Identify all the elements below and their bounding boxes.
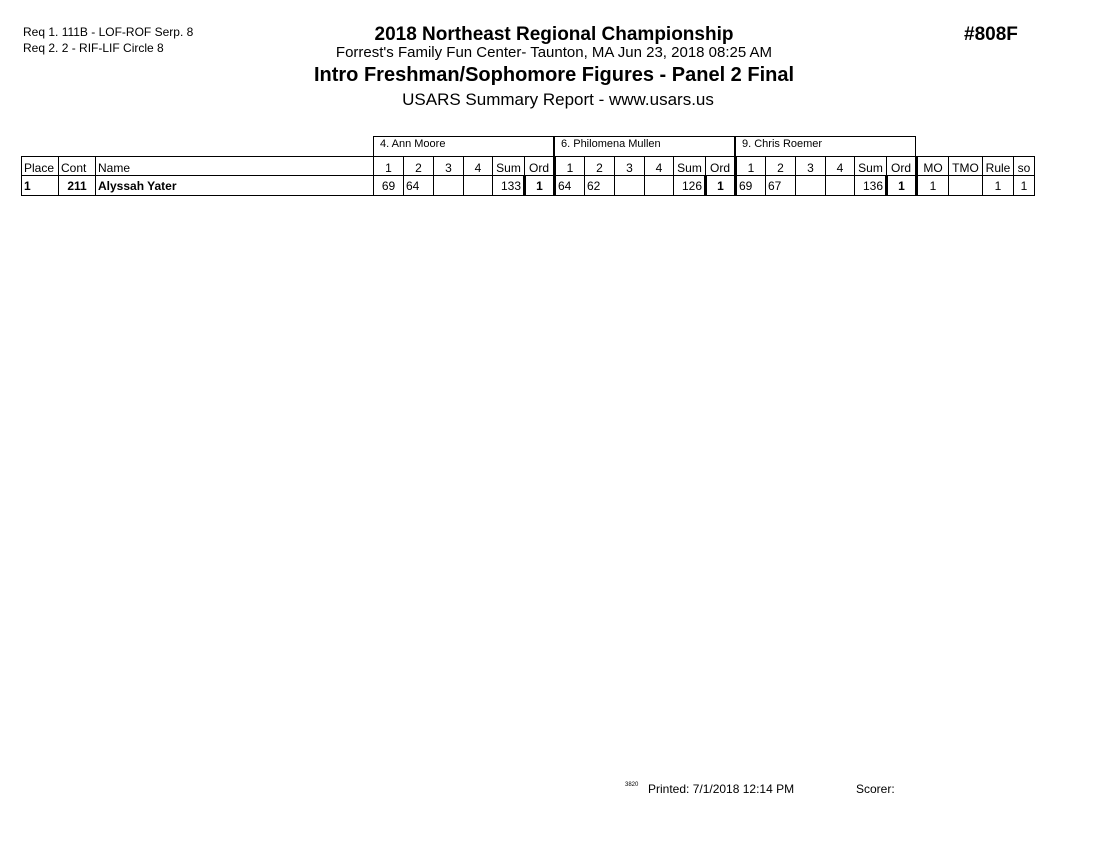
- footer-code: 3820: [625, 782, 639, 788]
- col-judge2-sum: Sum: [674, 157, 706, 176]
- cell-tmo: [949, 176, 983, 196]
- table-header-row: [22, 157, 1035, 176]
- col-place: Place: [22, 157, 59, 176]
- requirement-2: Req 2. 2 - RIF-LIF Circle 8: [23, 41, 164, 55]
- judge-header-2: 6. Philomena Mullen: [554, 136, 735, 156]
- judge-header-3: 9. Chris Roemer: [735, 136, 916, 156]
- judge-header-1: 4. Ann Moore: [373, 136, 554, 156]
- col-judge2-score2: 2: [585, 157, 615, 176]
- cell-mo: 1: [917, 176, 949, 196]
- col-mo: MO: [917, 157, 949, 176]
- col-tmo: TMO: [949, 157, 983, 176]
- event-code: #808F: [964, 24, 1018, 45]
- col-name: Name: [96, 157, 374, 176]
- page-title: 2018 Northeast Regional Championship: [374, 24, 734, 45]
- col-judge3-score1: 1: [736, 157, 766, 176]
- col-judge3-ord: Ord: [887, 157, 917, 176]
- venue-line: Forrest's Family Fun Center- Taunton, MA Jun 23, 2018 08:25 AM: [335, 44, 773, 61]
- col-so: so: [1014, 157, 1035, 176]
- col-cont: Cont: [59, 157, 96, 176]
- cell-judge1-ord: 1: [525, 176, 555, 196]
- cell-judge1-score2: 64: [404, 176, 434, 196]
- cell-judge3-ord: 1: [887, 176, 917, 196]
- cell-rule: 1: [983, 176, 1014, 196]
- cell-place: 1: [22, 176, 59, 196]
- col-judge1-score1: 1: [374, 157, 404, 176]
- col-judge1-ord: Ord: [525, 157, 555, 176]
- col-rule: Rule: [983, 157, 1014, 176]
- col-judge3-score4: 4: [826, 157, 855, 176]
- cell-judge2-score3: [615, 176, 645, 196]
- cell-judge3-sum: 136: [855, 176, 887, 196]
- cell-judge3-score2: 67: [766, 176, 796, 196]
- cell-judge3-score4: [826, 176, 855, 196]
- cell-judge3-score1: 69: [736, 176, 766, 196]
- cell-judge1-score4: [464, 176, 493, 196]
- col-judge3-sum: Sum: [855, 157, 887, 176]
- col-judge1-score2: 2: [404, 157, 434, 176]
- cell-cont: 211: [59, 176, 96, 196]
- col-judge1-score3: 3: [434, 157, 464, 176]
- table-row: [22, 176, 1035, 196]
- cell-judge2-ord: 1: [706, 176, 736, 196]
- col-judge3-score3: 3: [796, 157, 826, 176]
- report-subtitle: USARS Summary Report - www.usars.us: [402, 90, 714, 109]
- col-judge2-score3: 3: [615, 157, 645, 176]
- col-judge2-score4: 4: [645, 157, 674, 176]
- cell-judge2-sum: 126: [674, 176, 706, 196]
- cell-judge1-score1: 69: [374, 176, 404, 196]
- printed-timestamp: Printed: 7/1/2018 12:14 PM: [648, 782, 795, 796]
- cell-so: 1: [1014, 176, 1035, 196]
- cell-judge2-score4: [645, 176, 674, 196]
- event-title: Intro Freshman/Sophomore Figures - Panel 2 Final: [313, 64, 795, 86]
- col-judge1-score4: 4: [464, 157, 493, 176]
- cell-judge1-score3: [434, 176, 464, 196]
- col-judge2-score1: 1: [555, 157, 585, 176]
- cell-judge1-sum: 133: [493, 176, 525, 196]
- cell-judge2-score2: 62: [585, 176, 615, 196]
- scorer-label: Scorer:: [856, 782, 895, 796]
- cell-judge2-score1: 64: [555, 176, 585, 196]
- col-judge3-score2: 2: [766, 157, 796, 176]
- requirement-1: Req 1. 111B - LOF-ROF Serp. 8: [23, 25, 194, 39]
- cell-name: Alyssah Yater: [96, 176, 374, 196]
- cell-judge3-score3: [796, 176, 826, 196]
- col-judge1-sum: Sum: [493, 157, 525, 176]
- col-judge2-ord: Ord: [706, 157, 736, 176]
- results-table: [21, 156, 1035, 196]
